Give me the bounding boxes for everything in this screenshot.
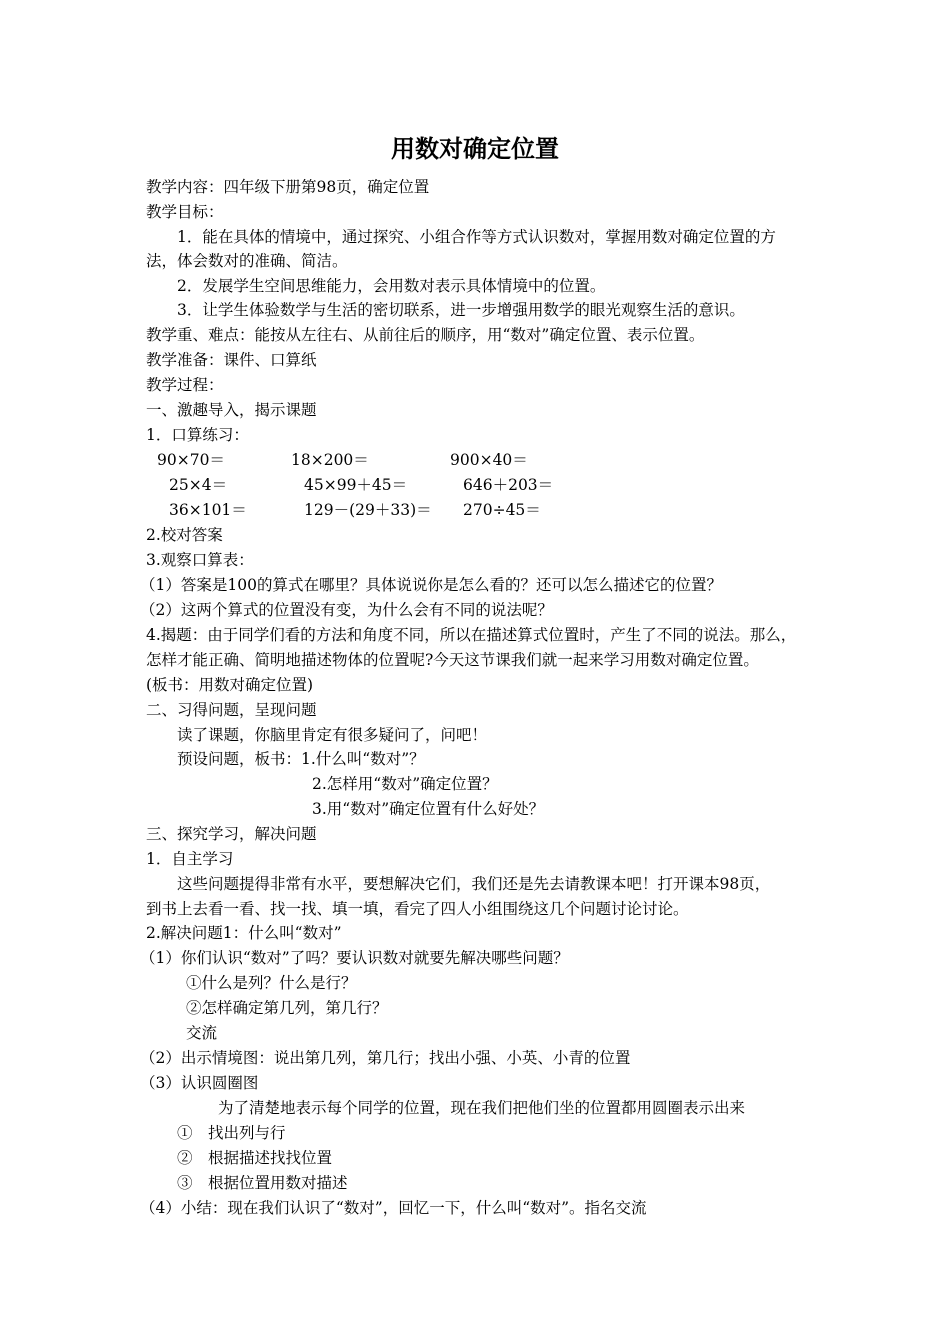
line-reveal: 4.揭题：由于同学们看的方法和角度不同，所以在描述算式位置时，产生了不同的说法。那么， — [146, 626, 797, 644]
line-self-study-text: 这些问题提得非常有水平，要想解决它们，我们还是先去请教课本吧！打开课本98页， — [177, 875, 771, 893]
line-sub-1b: ②怎样确定第几列，第几行？ — [186, 999, 388, 1017]
line-key-points: 教学重、难点：能按从左往右、从前往后的顺序，用“数对”确定位置、表示位置。 — [146, 326, 705, 344]
line-sub-1: （1）你们认识“数对”了吗？要认识数对就要先解决哪些问题？ — [140, 949, 569, 967]
line-content: 教学内容：四年级下册第98页，确定位置 — [146, 178, 430, 196]
line-oral-practice: 1．口算练习： — [146, 426, 249, 444]
line-circle-text: 为了清楚地表示每个同学的位置，现在我们把他们坐的位置都用圆圈表示出来 — [218, 1099, 746, 1117]
line-objective-2: 2．发展学生空间思维能力，会用数对表示具体情境中的位置。 — [177, 277, 606, 295]
arith-cell: 900×40＝ — [450, 451, 528, 469]
arith-cell: 45×99＋45＝ — [304, 476, 408, 494]
line-preset-2: 2.怎样用“数对”确定位置？ — [312, 775, 498, 793]
arith-cell: 270÷45＝ — [463, 501, 541, 519]
line-objective-1: 1．能在具体的情境中，通过探究、小组合作等方式认识数对，掌握用数对确定位置的方 — [177, 228, 776, 246]
page-title: 用数对确定位置 — [391, 135, 559, 163]
line-sub-2: （2）出示情境图：说出第几列，第几行；找出小强、小英、小青的位置 — [140, 1049, 631, 1067]
line-preset-1: 预设问题，板书：1.什么叫“数对”？ — [177, 750, 425, 768]
line-sub-3: （3）认识圆圈图 — [140, 1074, 259, 1092]
line-step-1: ① 找出列与行 — [177, 1124, 286, 1142]
line-ask: 读了课题，你脑里肯定有很多疑问了，问吧！ — [177, 726, 488, 744]
section-1-heading: 一、激趣导入，揭示课题 — [146, 401, 317, 419]
line-question-2: （2）这两个算式的位置没有变，为什么会有不同的说法呢？ — [140, 601, 553, 619]
arith-cell: 129－(29＋33)＝ — [304, 501, 432, 519]
arith-cell: 18×200＝ — [291, 451, 369, 469]
arith-cell: 90×70＝ — [157, 451, 225, 469]
line-process: 教学过程： — [146, 376, 224, 394]
line-question-1: （1）答案是100的算式在哪里？具体说说你是怎么看的？还可以怎么描述它的位置？ — [140, 576, 722, 594]
arith-cell: 646＋203＝ — [463, 476, 554, 494]
section-3-heading: 三、探究学习，解决问题 — [146, 825, 317, 843]
line-step-3: ③ 根据位置用数对描述 — [177, 1174, 348, 1192]
line-preset-3: 3.用“数对”确定位置有什么好处？ — [312, 800, 545, 818]
line-observe: 3.观察口算表： — [146, 551, 254, 569]
line-problem-1: 2.解决问题1：什么叫“数对” — [146, 924, 342, 942]
line-sub-1a: ①什么是列？什么是行？ — [186, 974, 357, 992]
line-summary: （4）小结：现在我们认识了“数对”，回忆一下，什么叫“数对”。指名交流 — [140, 1199, 647, 1217]
line-preparation: 教学准备：课件、口算纸 — [146, 351, 317, 369]
line-reveal-cont: 怎样才能正确、简明地描述物体的位置呢?今天这节课我们就一起来学习用数对确定位置。 — [146, 651, 759, 669]
line-board-note: (板书：用数对确定位置) — [146, 676, 314, 694]
arith-cell: 36×101＝ — [169, 501, 247, 519]
line-step-2: ② 根据描述找找位置 — [177, 1149, 333, 1167]
line-check-answers: 2.校对答案 — [146, 526, 223, 544]
line-exchange: 交流 — [186, 1024, 218, 1042]
line-objectives-heading: 教学目标： — [146, 203, 224, 221]
line-objective-1-cont: 法，体会数对的准确、简洁。 — [146, 252, 348, 270]
line-self-study: 1．自主学习 — [146, 850, 234, 868]
line-objective-3: 3．让学生体验数学与生活的密切联系，进一步增强用数学的眼光观察生活的意识。 — [177, 301, 745, 319]
line-self-study-cont: 到书上去看一看、找一找、填一填，看完了四人小组围绕这几个问题讨论讨论。 — [146, 900, 689, 918]
section-2-heading: 二、习得问题，呈现问题 — [146, 701, 317, 719]
arith-cell: 25×4＝ — [169, 476, 228, 494]
